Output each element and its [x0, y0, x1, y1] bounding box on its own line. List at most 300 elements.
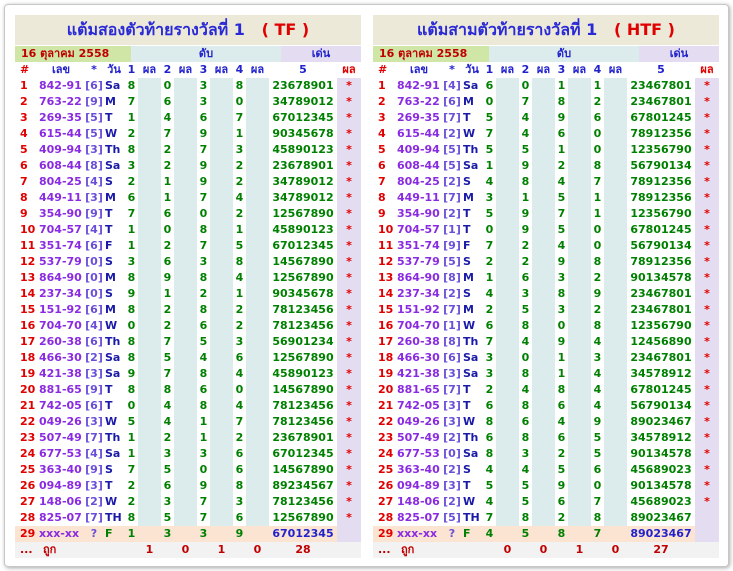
- row-weekday: W: [103, 126, 125, 142]
- rank-result-4: [246, 254, 269, 270]
- column-header: 2: [161, 62, 174, 78]
- rank-result-1: [138, 222, 161, 238]
- row-number: 19: [373, 366, 395, 382]
- row-sum-bracket: [3]: [443, 415, 461, 428]
- row-number: 3: [373, 110, 395, 126]
- table-row: [373, 462, 719, 478]
- rank-result-4: [246, 430, 269, 446]
- row-result-number: 260-38: [37, 334, 85, 350]
- row-result-number: 466-30: [395, 350, 443, 366]
- totals-result-1: 0: [496, 542, 519, 558]
- rank-result-2: [174, 126, 197, 142]
- rank-result-2: [532, 142, 555, 158]
- column-header: ผล: [496, 62, 519, 78]
- row-number: 12: [15, 254, 37, 270]
- rank-result-4: [604, 430, 627, 446]
- rank-result-3: [210, 254, 233, 270]
- panel-three-digit: [373, 15, 719, 558]
- rank-label: ดับ: [131, 46, 281, 62]
- rank-result-4: [246, 446, 269, 462]
- rank-digit-1: 1: [125, 222, 138, 238]
- play-digits: 89023467: [627, 510, 695, 526]
- rank-result-1: [496, 222, 519, 238]
- rank-result-4: [246, 78, 269, 94]
- rank-result-4: [246, 142, 269, 158]
- rank-digit-1: 0: [483, 94, 496, 110]
- row-weekday: T: [103, 206, 125, 222]
- rank-digit-3: 9: [555, 254, 568, 270]
- rank-result-2: [532, 510, 555, 526]
- row-sum-bracket: [3]: [443, 479, 461, 492]
- row-weekday: TH: [103, 510, 125, 526]
- rank-digit-4: 6: [233, 350, 246, 366]
- rank-digit-1: 4: [483, 462, 496, 478]
- rank-digit-3: 3: [197, 526, 210, 542]
- rank-digit-2: 4: [519, 334, 532, 350]
- rank-result-3: [568, 526, 591, 542]
- rank-result-4: [604, 206, 627, 222]
- rank-result-2: [532, 398, 555, 414]
- column-header: 5: [627, 62, 695, 78]
- rank-digit-3: 6: [555, 494, 568, 510]
- row-result-number: 704-70: [395, 318, 443, 334]
- rank-digit-4: 4: [233, 398, 246, 414]
- row-flag: *: [695, 318, 719, 334]
- rank-result-2: [532, 414, 555, 430]
- rank-digit-4: 9: [591, 414, 604, 430]
- rank-result-3: [568, 206, 591, 222]
- rank-digit-3: 0: [197, 206, 210, 222]
- rank-result-4: [604, 142, 627, 158]
- row-sum-bracket: [7]: [443, 383, 461, 396]
- totals-spacer: [233, 542, 246, 558]
- rank-result-2: [532, 494, 555, 510]
- row-flag: *: [337, 142, 361, 158]
- rank-digit-1: 6: [483, 430, 496, 446]
- rank-result-3: [210, 190, 233, 206]
- rank-digit-1: 3: [483, 190, 496, 206]
- rank-digit-1: 2: [125, 174, 138, 190]
- rank-result-2: [174, 270, 197, 286]
- rank-result-1: [138, 430, 161, 446]
- stats-table: [373, 62, 719, 558]
- row-weekday: Sa: [103, 158, 125, 174]
- play-digits: 14567890: [269, 382, 337, 398]
- rank-result-2: [532, 270, 555, 286]
- rank-result-3: [210, 222, 233, 238]
- rank-digit-2: 4: [161, 398, 174, 414]
- rank-result-1: [138, 334, 161, 350]
- row-flag: *: [337, 334, 361, 350]
- rank-result-3: [568, 286, 591, 302]
- rank-digit-4: 0: [591, 222, 604, 238]
- rank-result-2: [174, 222, 197, 238]
- rank-result-3: [210, 174, 233, 190]
- row-weekday: Sa: [461, 446, 483, 462]
- table-row: [373, 382, 719, 398]
- table-row: [373, 286, 719, 302]
- play-digits: 67801245: [627, 222, 695, 238]
- table-row: [15, 222, 361, 238]
- rank-result-1: [496, 462, 519, 478]
- rank-digit-4: 7: [233, 110, 246, 126]
- rank-digit-3: 4: [555, 414, 568, 430]
- row-number: 17: [373, 334, 395, 350]
- row-flag: *: [695, 366, 719, 382]
- row-number: 3: [15, 110, 37, 126]
- table-row: [373, 222, 719, 238]
- rank-digit-2: 8: [519, 318, 532, 334]
- rank-digit-4: 4: [591, 382, 604, 398]
- row-sum-bracket: [6]: [85, 303, 103, 316]
- rank-result-1: [138, 78, 161, 94]
- row-sum-bracket: [2]: [85, 351, 103, 364]
- column-header: 4: [591, 62, 604, 78]
- rank-digit-2: 2: [161, 430, 174, 446]
- row-result-number: 269-35: [395, 110, 443, 126]
- rank-result-2: [532, 222, 555, 238]
- row-result-number: 763-22: [395, 94, 443, 110]
- rank-digit-2: 1: [519, 190, 532, 206]
- rank-digit-1: 6: [125, 190, 138, 206]
- rank-digit-4: 9: [233, 526, 246, 542]
- rank-result-1: [496, 430, 519, 446]
- rank-result-4: [604, 382, 627, 398]
- table-row: [373, 206, 719, 222]
- row-flag: *: [337, 78, 361, 94]
- row-sum-bracket: [6]: [443, 351, 461, 364]
- play-digits: 90134578: [627, 478, 695, 494]
- rank-digit-1: 1: [125, 430, 138, 446]
- rank-result-3: [210, 78, 233, 94]
- rank-result-2: [174, 510, 197, 526]
- row-weekday: T: [461, 110, 483, 126]
- row-weekday: F: [103, 526, 125, 542]
- rank-result-1: [496, 494, 519, 510]
- row-sum-bracket: [8]: [443, 335, 461, 348]
- rank-digit-3: 9: [197, 158, 210, 174]
- rank-result-1: [496, 270, 519, 286]
- rank-digit-4: 6: [591, 110, 604, 126]
- rank-result-1: [496, 142, 519, 158]
- rank-result-1: [138, 126, 161, 142]
- row-number: 5: [15, 142, 37, 158]
- play-digits: 14567890: [269, 462, 337, 478]
- rank-result-3: [568, 302, 591, 318]
- row-result-number: 804-25: [395, 174, 443, 190]
- table-row: [373, 238, 719, 254]
- rank-result-3: [210, 318, 233, 334]
- rank-digit-4: 1: [233, 126, 246, 142]
- rank-result-1: [138, 206, 161, 222]
- row-flag: *: [695, 462, 719, 478]
- play-digits: 34789012: [269, 190, 337, 206]
- rank-digit-4: 4: [591, 334, 604, 350]
- rank-result-4: [246, 510, 269, 526]
- rank-result-2: [532, 206, 555, 222]
- row-flag: *: [337, 110, 361, 126]
- rank-digit-2: 6: [519, 414, 532, 430]
- row-weekday: Th: [103, 142, 125, 158]
- table-row: [373, 334, 719, 350]
- panel-subheader: [373, 46, 719, 62]
- rank-digit-3: 3: [197, 78, 210, 94]
- play-digits: 78123456: [269, 414, 337, 430]
- table-row: [373, 158, 719, 174]
- rank-digit-1: 7: [483, 126, 496, 142]
- rank-digit-2: 8: [519, 398, 532, 414]
- rank-digit-3: 1: [555, 350, 568, 366]
- rank-result-4: [604, 414, 627, 430]
- row-flag: [695, 510, 719, 526]
- rank-result-1: [496, 398, 519, 414]
- rank-result-2: [174, 334, 197, 350]
- row-flag: *: [337, 462, 361, 478]
- row-result-number: 151-92: [395, 302, 443, 318]
- rank-result-2: [532, 302, 555, 318]
- panel-two-digit: [15, 15, 361, 558]
- rank-result-1: [138, 318, 161, 334]
- draw-date: 16 ตุลาคม 2558: [373, 46, 489, 62]
- row-result-number: 864-90: [37, 270, 85, 286]
- rank-result-4: [246, 366, 269, 382]
- row-result-number: 842-91: [37, 78, 85, 94]
- rank-digit-1: 2: [125, 126, 138, 142]
- rank-digit-2: 3: [519, 286, 532, 302]
- rank-result-3: [210, 350, 233, 366]
- rank-result-4: [604, 462, 627, 478]
- rank-digit-4: 2: [233, 158, 246, 174]
- play-digits: 56790134: [627, 158, 695, 174]
- rank-digit-1: 1: [125, 446, 138, 462]
- rank-result-2: [174, 110, 197, 126]
- row-result-number: 351-74: [37, 238, 85, 254]
- table-row: [15, 190, 361, 206]
- rank-result-1: [496, 286, 519, 302]
- table-row: [15, 158, 361, 174]
- rank-digit-1: 1: [483, 158, 496, 174]
- row-sum-bracket: [7]: [85, 511, 103, 524]
- row-sum-bracket: [6]: [85, 335, 103, 348]
- row-sum-bracket: [5]: [443, 255, 461, 268]
- column-header: ผล: [246, 62, 269, 78]
- row-weekday: M: [461, 94, 483, 110]
- panel-title-text: แต้มสองตัวท้ายรางวัลที่ 1: [66, 20, 245, 39]
- rank-digit-4: 2: [591, 302, 604, 318]
- rank-digit-2: 9: [519, 206, 532, 222]
- rank-result-4: [604, 238, 627, 254]
- play-digits: 56901234: [269, 334, 337, 350]
- totals-marker: ...: [373, 542, 395, 558]
- play-digits: 12356790: [627, 318, 695, 334]
- play-digits: 12567890: [269, 206, 337, 222]
- rank-result-2: [174, 526, 197, 542]
- rank-digit-2: 5: [519, 302, 532, 318]
- row-number: 20: [373, 382, 395, 398]
- table-row: [15, 430, 361, 446]
- row-weekday: Th: [103, 334, 125, 350]
- table-row: [373, 94, 719, 110]
- row-flag: *: [695, 334, 719, 350]
- rank-result-3: [568, 334, 591, 350]
- play-digits: 34789012: [269, 94, 337, 110]
- rank-digit-1: 0: [483, 222, 496, 238]
- table-header-row: [15, 62, 361, 78]
- rank-digit-3: 9: [555, 110, 568, 126]
- rank-digit-3: 2: [197, 286, 210, 302]
- table-row: [373, 142, 719, 158]
- column-header: *: [443, 62, 461, 78]
- totals-result-3: 1: [210, 542, 233, 558]
- rank-digit-2: 2: [161, 142, 174, 158]
- rank-result-3: [210, 110, 233, 126]
- rank-digit-3: 6: [555, 126, 568, 142]
- table-row: [15, 254, 361, 270]
- rank-result-1: [496, 526, 519, 542]
- rank-digit-4: 6: [233, 446, 246, 462]
- play-digits: 12356790: [627, 206, 695, 222]
- row-number: 11: [373, 238, 395, 254]
- stats-table-body: [15, 62, 361, 558]
- row-sum-bracket: [7]: [85, 431, 103, 444]
- totals-spacer: [337, 542, 361, 558]
- rank-result-2: [174, 430, 197, 446]
- play-digits: 23467801: [627, 94, 695, 110]
- rank-digit-2: 5: [519, 526, 532, 542]
- row-sum-bracket: [2]: [443, 287, 461, 300]
- rank-digit-3: 9: [197, 478, 210, 494]
- row-sum-bracket: [6]: [85, 399, 103, 412]
- rank-result-1: [496, 206, 519, 222]
- row-flag: *: [337, 350, 361, 366]
- row-flag: *: [337, 382, 361, 398]
- row-sum-bracket: [8]: [85, 159, 103, 172]
- rank-result-4: [246, 398, 269, 414]
- rank-result-2: [532, 478, 555, 494]
- rank-result-2: [532, 382, 555, 398]
- rank-digit-1: 2: [483, 254, 496, 270]
- row-flag: *: [337, 286, 361, 302]
- row-flag: *: [337, 446, 361, 462]
- table-row: [15, 174, 361, 190]
- row-result-number: 409-94: [37, 142, 85, 158]
- row-result-number: 421-38: [395, 366, 443, 382]
- rank-result-4: [246, 382, 269, 398]
- rank-result-4: [246, 222, 269, 238]
- row-weekday: T: [461, 398, 483, 414]
- row-number: 29: [15, 526, 37, 542]
- rank-digit-4: 4: [591, 366, 604, 382]
- rank-result-3: [568, 190, 591, 206]
- rank-result-2: [532, 174, 555, 190]
- play-digits: 12567890: [269, 510, 337, 526]
- row-flag: *: [337, 478, 361, 494]
- rank-digit-1: 9: [125, 366, 138, 382]
- rank-digit-3: 6: [197, 110, 210, 126]
- row-number: 6: [15, 158, 37, 174]
- rank-digit-2: 4: [519, 110, 532, 126]
- row-weekday: M: [461, 302, 483, 318]
- row-number: 2: [15, 94, 37, 110]
- screenshot-frame: [4, 4, 729, 567]
- rank-result-1: [496, 94, 519, 110]
- rank-digit-4: 8: [591, 510, 604, 526]
- row-result-number: 354-90: [37, 206, 85, 222]
- rank-result-3: [210, 414, 233, 430]
- row-flag: *: [695, 238, 719, 254]
- row-number: 12: [373, 254, 395, 270]
- rank-result-1: [138, 142, 161, 158]
- table-row: [373, 446, 719, 462]
- rank-result-3: [568, 222, 591, 238]
- rank-result-3: [568, 270, 591, 286]
- row-flag: *: [337, 126, 361, 142]
- row-weekday: T: [461, 206, 483, 222]
- row-flag: *: [695, 286, 719, 302]
- rank-digit-1: 1: [125, 238, 138, 254]
- rank-result-4: [604, 510, 627, 526]
- rank-digit-3: 7: [197, 494, 210, 510]
- rank-digit-2: 0: [161, 78, 174, 94]
- rank-result-1: [496, 334, 519, 350]
- rank-digit-1: 7: [483, 238, 496, 254]
- rank-digit-2: 5: [519, 478, 532, 494]
- column-header: #: [15, 62, 37, 78]
- row-flag: *: [695, 270, 719, 286]
- rank-digit-2: 5: [161, 510, 174, 526]
- row-flag: *: [337, 94, 361, 110]
- play-digits: 89023467: [627, 526, 695, 542]
- rank-result-4: [604, 446, 627, 462]
- rank-digit-4: 8: [233, 78, 246, 94]
- rank-result-3: [210, 494, 233, 510]
- play-digits: 78912356: [627, 174, 695, 190]
- row-number: 16: [15, 318, 37, 334]
- row-number: 21: [15, 398, 37, 414]
- row-number: 14: [15, 286, 37, 302]
- table-row: [373, 398, 719, 414]
- row-sum-bracket: [9]: [85, 95, 103, 108]
- rank-digit-2: 1: [161, 174, 174, 190]
- column-header: ผล: [532, 62, 555, 78]
- row-weekday: S: [461, 286, 483, 302]
- rank-digit-4: 3: [233, 334, 246, 350]
- play-digits: 12456890: [627, 334, 695, 350]
- table-row: [15, 94, 361, 110]
- rank-result-1: [496, 382, 519, 398]
- play-digits: 45890123: [269, 366, 337, 382]
- rank-result-3: [210, 206, 233, 222]
- rank-result-3: [568, 462, 591, 478]
- row-flag: *: [695, 494, 719, 510]
- rank-digit-2: 2: [161, 302, 174, 318]
- rank-result-4: [604, 366, 627, 382]
- rank-result-3: [568, 430, 591, 446]
- row-result-number: 677-53: [37, 446, 85, 462]
- column-header: เลข: [37, 62, 85, 78]
- rank-digit-1: 8: [125, 334, 138, 350]
- rank-digit-4: 2: [591, 270, 604, 286]
- row-sum-bracket: [3]: [85, 415, 103, 428]
- rank-digit-2: 8: [519, 430, 532, 446]
- row-flag: *: [695, 446, 719, 462]
- totals-play-count: 28: [269, 542, 337, 558]
- rank-result-2: [174, 254, 197, 270]
- rank-result-4: [246, 526, 269, 542]
- rank-digit-3: 5: [555, 222, 568, 238]
- row-weekday: M: [461, 190, 483, 206]
- rank-result-1: [138, 270, 161, 286]
